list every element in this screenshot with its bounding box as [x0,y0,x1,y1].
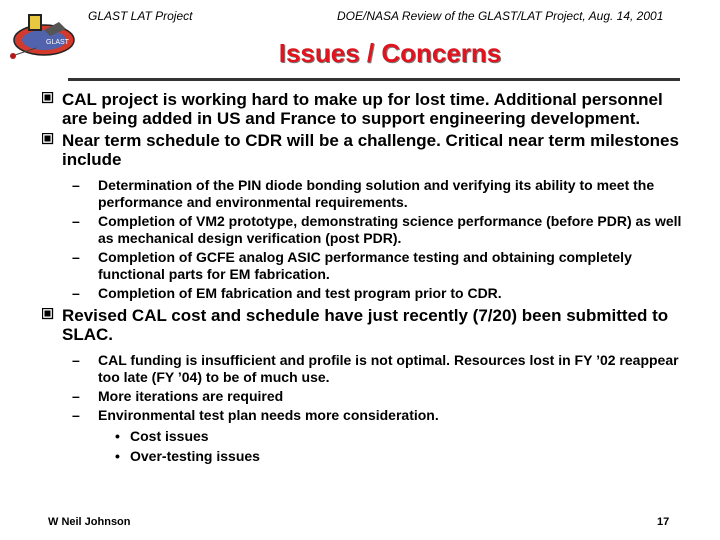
sub-bullet-item [40,249,690,283]
sub-sub-bullet-text: Over-testing issues [130,448,260,464]
dash-marker: – [72,177,80,193]
checkbox-bullet-icon [42,308,54,320]
checkbox-bullet-icon [42,92,54,104]
sub-bullet-item [40,285,690,302]
sub-sub-bullet-item [40,426,690,446]
sub-bullet-item [40,407,690,424]
dot-marker: • [115,428,120,444]
sub-bullet-text: Completion of EM fabrication and test program prior to CDR. [98,285,502,301]
bullet-text: Near term schedule to CDR will be a challenge. Critical near term milestones include [62,131,679,169]
footer-author: W Neil Johnson [48,516,131,528]
dash-marker: – [72,285,80,301]
sub-bullet-text: Completion of GCFE analog ASIC performance testing and obtaining completely functional parts for EM fabrication. [98,249,632,282]
dot-marker: • [115,448,120,464]
dash-marker: – [72,388,80,404]
bullet-item [40,131,690,169]
sub-bullet-item [40,213,690,247]
sub-bullet-text: Completion of VM2 prototype, demonstrating science performance (before PDR) as well as mechanical design verification (post PDR). [98,213,682,246]
page-number: 17 [657,516,670,528]
dash-marker: – [72,407,80,423]
sub-bullet-list [40,177,690,302]
review-label: DOE/NASA Review of the GLAST/LAT Project, Aug. 14, 2001 [337,9,664,23]
sub-sub-bullet-text: Cost issues [130,428,209,444]
bullet-item [40,90,690,128]
sub-bullet-item [40,352,690,386]
dash-marker: – [72,213,80,229]
sub-bullet-text: Environmental test plan needs more consideration. [98,407,439,423]
svg-text:GLAST: GLAST [46,39,69,46]
slide-body [40,90,690,470]
sub-bullet-text: Determination of the PIN diode bonding solution and verifying its ability to meet the performance and environmental requirements. [98,177,655,210]
sub-bullet-list [40,352,690,466]
bullet-text: CAL project is working hard to make up for lost time. Additional personnel are being added in US and France to support engineering development. [62,90,663,128]
bullet-text: Revised CAL cost and schedule have just recently (7/20) been submitted to SLAC. [62,306,669,344]
sub-bullet-text: CAL funding is insufficient and profile is not optimal. Resources lost in FY ’02 reappear too late (FY ’04) to be of much use. [98,352,679,385]
dash-marker: – [72,249,80,265]
project-label: GLAST LAT Project [88,9,193,23]
sub-bullet-item [40,388,690,405]
sub-sub-bullet-item [40,446,690,466]
sub-bullet-text: More iterations are required [98,388,284,404]
dash-marker: – [72,352,80,368]
checkbox-bullet-icon [42,133,54,145]
title-divider [68,78,680,81]
sub-bullet-item [40,177,690,211]
bullet-item [40,306,690,344]
slide-title: Issues / Concerns [278,38,502,68]
